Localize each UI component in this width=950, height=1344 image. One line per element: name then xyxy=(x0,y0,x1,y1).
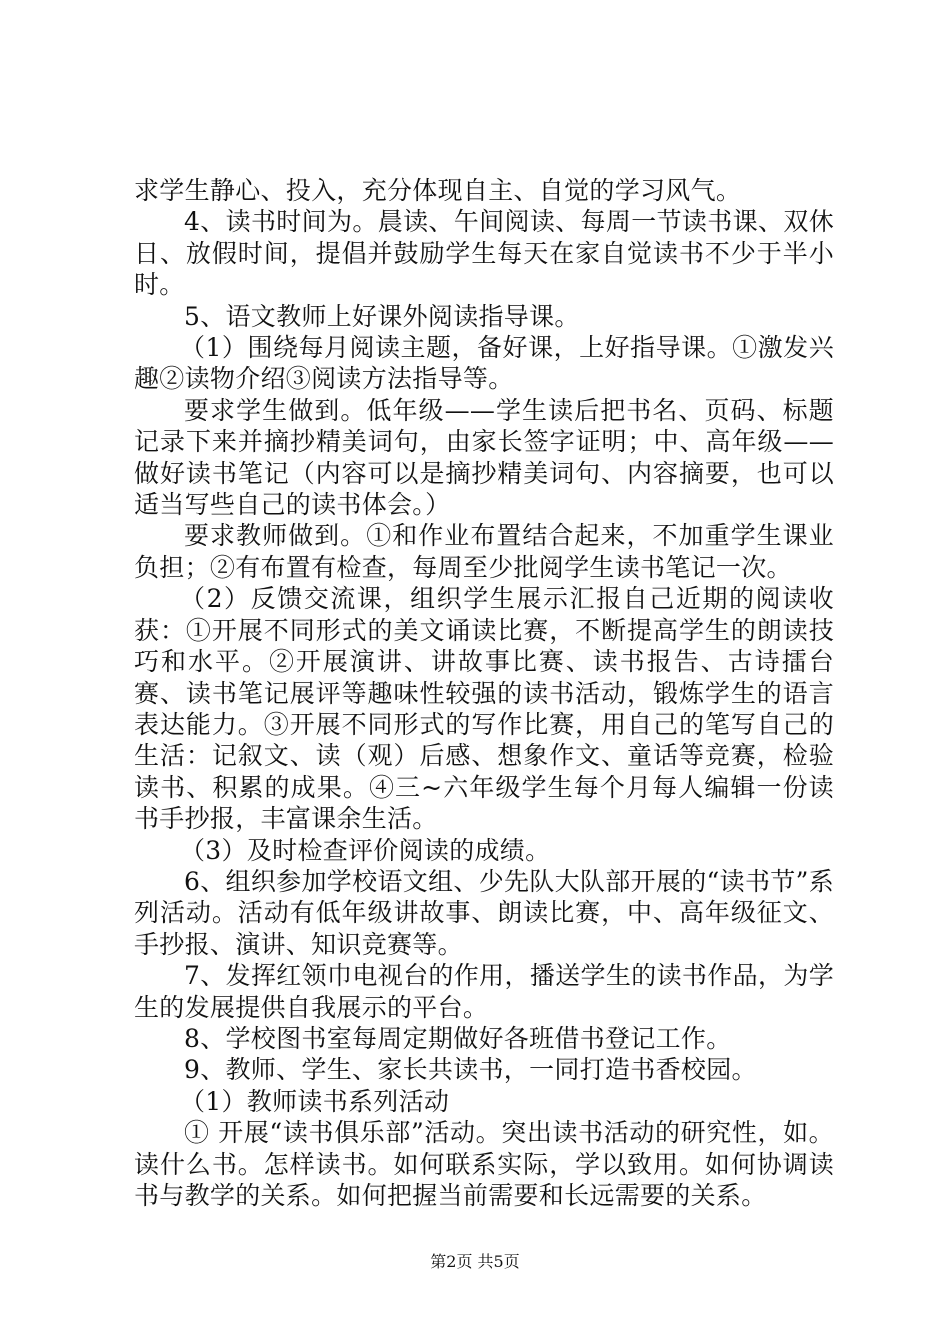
paragraph-student-requirements: 要求学生做到。低年级——学生读后把书名、页码、标题记录下来并摘抄精美词句，由家长签字证明；中、高年级——做好读书笔记（内容可以是摘抄精美词句、内容摘要，也可以适当写些自己的读书体会。） xyxy=(134,395,834,520)
paragraph-monthly-theme: （1）围绕每月阅读主题，备好课，上好指导课。①激发兴趣②读物介绍③阅读方法指导等。 xyxy=(134,333,834,394)
paragraph-reading-time: 4、读书时间为。晨读、午间阅读、每周一节读书课、双休日、放假时间，提倡并鼓励学生每天在家自觉读书不少于半小时。 xyxy=(134,207,834,300)
paragraph-feedback-class: （2）反馈交流课，组织学生展示汇报自己近期的阅读收获：①开展不同形式的美文诵读比赛，不断提高学生的朗读技巧和水平。②开展演讲、讲故事比赛、读书报告、古诗擂台赛、读书笔记展评等趣味性较强的读书活动，锻炼学生的语言表达能力。③开展不同形式的写作比赛，用自己的笔写自己的生活：记叙文、读（观）后感、想象作文、童话等竞赛，检验读书、积累的成果。④三~六年级学生每个月每人编辑一份读书手抄报，丰富课余生活。 xyxy=(134,584,834,834)
paragraph-tv-station: 7、发挥红领巾电视台的作用，播送学生的读书作品，为学生的发展提供自我展示的平台。 xyxy=(134,961,834,1022)
paragraph-library: 8、学校图书室每周定期做好各班借书登记工作。 xyxy=(184,1023,732,1053)
paragraph-continuation: 求学生静心、投入，充分体现自主、自觉的学习风气。 xyxy=(134,176,742,205)
page-number-footer: 第2页 共5页 xyxy=(430,1252,520,1271)
paragraph-reading-festival: 6、组织参加学校语文组、少先队大队部开展的“读书节”系列活动。活动有低年级讲故事、朗读比赛，中、高年级征文、手抄报、演讲、知识竞赛等。 xyxy=(134,866,834,959)
paragraph-shared-reading: 9、教师、学生、家长共读书，一同打造书香校园。 xyxy=(184,1055,757,1085)
paragraph-teacher-requirements: 要求教师做到。①和作业布置结合起来，不加重学生课业负担；②有布置有检查，每周至少批阅学生读书笔记一次。 xyxy=(134,521,834,582)
paragraph-teacher-activities: （1）教师读书系列活动 xyxy=(180,1086,450,1116)
document-body xyxy=(134,175,834,1211)
paragraph-guidance-class: 5、语文教师上好课外阅读指导课。 xyxy=(184,301,580,331)
paragraph-evaluation: （3）及时检查评价阅读的成绩。 xyxy=(180,835,551,865)
paragraph-reading-club: ① 开展“读书俱乐部”活动。突出读书活动的研究性，如。读什么书。怎样读书。如何联系实际，学以致用。如何协调读书与教学的关系。如何把握当前需要和长远需要的关系。 xyxy=(134,1118,834,1210)
